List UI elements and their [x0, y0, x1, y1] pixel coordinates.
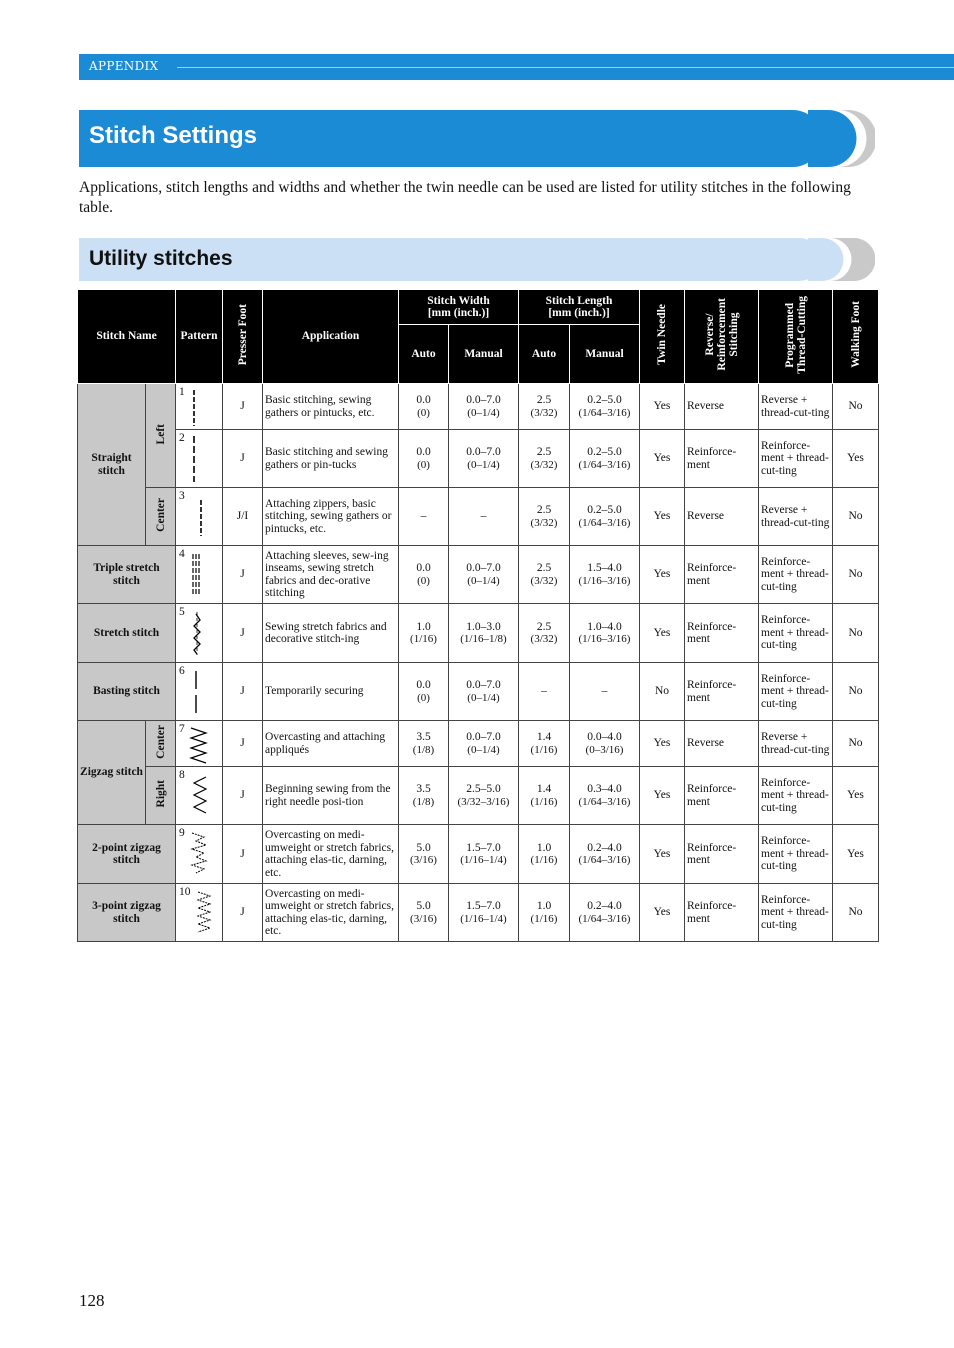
width-auto-inch: (0) — [417, 458, 430, 471]
page-number: 128 — [79, 1291, 105, 1310]
reverse-label-1: Reverse/ — [703, 313, 716, 356]
length-manual-inch: (1/64–3/16) — [578, 458, 631, 471]
pattern-cell: 7 — [176, 721, 223, 767]
group-triple-stretch: Triple stretch stitch — [78, 546, 176, 604]
reverse-value: Reinforce-ment — [685, 430, 759, 488]
pattern-cell: 1 — [176, 384, 223, 430]
presser-foot-value: J — [223, 884, 263, 942]
stretch-stitch-icon — [186, 608, 216, 658]
length-manual-inch: (1/64–3/16) — [578, 406, 631, 419]
two-point-zigzag-icon — [186, 829, 216, 879]
group-2-point-zigzag: 2-point zigzag stitch — [78, 825, 176, 884]
twin-needle-value: Yes — [640, 384, 685, 430]
table-row — [78, 604, 879, 663]
length-auto: 2.5 — [536, 446, 552, 458]
length-manual-inch: (1/64–3/16) — [578, 516, 631, 529]
twin-needle-value: Yes — [640, 604, 685, 663]
length-manual: 0.3–4.0 — [587, 783, 622, 795]
table-row — [78, 884, 879, 942]
length-auto: – — [541, 685, 547, 698]
width-manual-inch: (0–1/4) — [467, 406, 500, 419]
length-auto: 2.5 — [536, 504, 552, 516]
straight-stitch-left-icon — [186, 388, 216, 428]
width-auto: 0.0 — [416, 679, 431, 691]
walking-foot-label: Walking Foot — [849, 301, 862, 369]
width-manual: 1.5–7.0 — [466, 841, 501, 854]
length-auto-inch: (3/32) — [530, 458, 558, 471]
presser-foot-value: J — [223, 604, 263, 663]
walking-foot-value: No — [833, 384, 879, 430]
title-banner — [79, 110, 821, 167]
presser-foot-value: J — [223, 430, 263, 488]
stitch-width-unit: [mm (inch.)] — [427, 307, 490, 319]
length-manual: 0.2–5.0 — [587, 394, 622, 406]
reverse-value: Reinforce-ment — [685, 604, 759, 663]
width-manual: 0.0–7.0 — [466, 679, 501, 691]
length-manual-inch: (1/16–3/16) — [578, 633, 631, 645]
subtitle-banner-tail-icon — [808, 238, 875, 281]
pattern-cell: 6 — [176, 663, 223, 721]
length-manual-inch: (1/64–3/16) — [578, 912, 631, 925]
straight-stitch-center-icon — [186, 492, 216, 542]
length-manual: 0.2–5.0 — [587, 504, 622, 516]
application-text: Beginning sewing from the right needle posi-tion — [263, 767, 399, 825]
table-row — [78, 767, 879, 825]
group-stretch-stitch: Stretch stitch — [78, 604, 176, 663]
header-stitch-length — [519, 290, 640, 325]
programmed-cut-value: Reinforce-ment + thread-cut-ting — [759, 663, 833, 721]
reverse-label-2: Reinforcement — [715, 298, 728, 372]
section-subtitle: Utility stitches — [89, 247, 233, 270]
length-auto: 2.5 — [536, 620, 552, 633]
pattern-cell: 5 — [176, 604, 223, 663]
application-text: Sewing stretch fabrics and decorative stitch-ing — [263, 604, 399, 663]
pattern-cell: 3 — [176, 488, 223, 546]
walking-foot-value: No — [833, 604, 879, 663]
header-twin-needle — [640, 290, 685, 384]
group-3-point-zigzag: 3-point zigzag stitch — [78, 884, 176, 942]
walking-foot-value: Yes — [833, 767, 879, 825]
width-auto: 0.0 — [416, 394, 431, 406]
twin-needle-label: Twin Needle — [656, 304, 668, 366]
width-manual: 2.5–5.0 — [466, 783, 501, 795]
length-auto-inch: (1/16) — [530, 795, 558, 808]
group-zigzag-stitch: Zigzag stitch — [78, 721, 146, 825]
width-auto-inch: (3/16) — [410, 854, 437, 866]
length-auto-inch: (3/32) — [530, 633, 558, 645]
header-length-manual: Manual — [570, 325, 640, 384]
straight-stitch-left-long-icon — [186, 434, 216, 484]
width-auto: 5.0 — [416, 841, 431, 854]
application-text: Temporarily securing — [263, 663, 399, 721]
walking-foot-value: No — [833, 884, 879, 942]
table-row — [78, 384, 879, 430]
programmed-cut-value: Reverse + thread-cut-ting — [759, 721, 833, 767]
length-manual: 1.5–4.0 — [587, 562, 622, 574]
width-manual-inch: (1/16–1/4) — [460, 854, 507, 866]
length-auto: 1.4 — [536, 783, 552, 795]
length-auto: 2.5 — [536, 394, 552, 406]
width-auto-inch: (1/8) — [412, 743, 435, 756]
stitch-length-unit: [mm (inch.)] — [548, 307, 610, 319]
twin-needle-value: Yes — [640, 430, 685, 488]
table-row — [78, 488, 879, 546]
header-rule — [177, 67, 954, 68]
header-width-manual: Manual — [449, 325, 519, 384]
header-walking-foot — [833, 290, 879, 384]
width-manual-inch: (1/16–1/8) — [460, 633, 507, 645]
application-text: Basic stitching, sewing gathers or pintucks, etc. — [263, 384, 399, 430]
width-manual-inch: (3/32–3/16) — [457, 795, 510, 808]
table-row — [78, 663, 879, 721]
twin-needle-value: Yes — [640, 546, 685, 604]
reverse-value: Reinforce-ment — [685, 546, 759, 604]
width-manual: 0.0–7.0 — [466, 731, 501, 743]
width-manual-inch: (0–1/4) — [467, 743, 500, 756]
header-application: Application — [263, 290, 399, 384]
width-auto: 0.0 — [416, 446, 431, 458]
reverse-value: Reverse — [685, 384, 759, 430]
width-auto-inch: (0) — [417, 574, 430, 587]
length-manual: 0.2–5.0 — [587, 446, 622, 458]
width-manual-inch: (0–1/4) — [467, 574, 500, 587]
stitch-settings-table — [77, 289, 879, 942]
length-manual: 0.2–4.0 — [587, 841, 622, 854]
prog-label-2: Thread-Cutting — [795, 295, 808, 374]
group-basting-stitch: Basting stitch — [78, 663, 176, 721]
width-auto-inch: (1/16) — [410, 633, 437, 645]
programmed-cut-value: Reinforce-ment + thread-cut-ting — [759, 767, 833, 825]
reverse-value: Reinforce-ment — [685, 825, 759, 884]
length-auto-inch: (3/32) — [530, 516, 558, 529]
application-text: Basic stitching and sewing gathers or pin-tucks — [263, 430, 399, 488]
subtitle-banner — [79, 238, 821, 281]
position-right: Right — [146, 767, 176, 825]
width-auto: 0.0 — [416, 562, 431, 574]
position-left: Left — [146, 384, 176, 488]
length-manual: – — [601, 685, 608, 698]
length-manual: 0.2–4.0 — [587, 900, 622, 912]
width-manual: 1.0–3.0 — [466, 620, 501, 633]
width-auto: 3.5 — [416, 783, 431, 795]
programmed-cut-value: Reverse + thread-cut-ting — [759, 384, 833, 430]
reverse-value: Reverse — [685, 488, 759, 546]
presser-foot-value: J — [223, 546, 263, 604]
width-auto: 3.5 — [416, 731, 431, 743]
pattern-cell: 4 — [176, 546, 223, 604]
application-text: Attaching sleeves, sew-ing inseams, sewing stretch fabrics and dec-orative stitching — [263, 546, 399, 604]
intro-paragraph: Applications, stitch lengths and widths and whether the twin needle can be used are listed for utility stitches in the following table. — [79, 179, 851, 216]
presser-foot-value: J — [223, 825, 263, 884]
table-row — [78, 546, 879, 604]
length-auto-inch: (1/16) — [530, 854, 558, 866]
header-reverse-reinforcement — [685, 290, 759, 384]
reverse-label-3: Stitching — [727, 312, 740, 357]
table-row — [78, 825, 879, 884]
presser-foot-value: J — [223, 663, 263, 721]
header-length-auto: Auto — [519, 325, 570, 384]
twin-needle-value: Yes — [640, 767, 685, 825]
reverse-value: Reinforce-ment — [685, 767, 759, 825]
header-stitch-name: Stitch Name — [78, 290, 176, 384]
header-presser-foot — [223, 290, 263, 384]
basting-stitch-icon — [186, 667, 216, 717]
length-manual-inch: (1/64–3/16) — [578, 854, 631, 866]
walking-foot-value: Yes — [833, 825, 879, 884]
width-auto-inch: (1/8) — [412, 795, 435, 808]
triple-stretch-icon — [186, 550, 216, 600]
twin-needle-value: Yes — [640, 488, 685, 546]
presser-foot-value: J — [223, 767, 263, 825]
length-manual: 1.0–4.0 — [587, 620, 622, 633]
application-text: Overcasting and attaching appliqués — [263, 721, 399, 767]
prog-label-1: Programmed — [783, 302, 796, 368]
pattern-cell: 10 — [176, 884, 223, 942]
walking-foot-value: Yes — [833, 430, 879, 488]
reverse-value: Reinforce-ment — [685, 663, 759, 721]
length-manual-inch: (0–3/16) — [585, 743, 624, 756]
stitch-width-label: Stitch Width — [427, 294, 490, 307]
length-manual-inch: (1/16–3/16) — [578, 574, 631, 587]
length-auto-inch: (1/16) — [530, 743, 558, 756]
presser-foot-label: Presser Foot — [236, 304, 249, 366]
width-auto: 1.0 — [416, 620, 431, 633]
header-stitch-width — [399, 290, 519, 325]
width-manual-inch: (0–1/4) — [467, 691, 500, 704]
stitch-length-label: Stitch Length — [545, 294, 613, 307]
length-auto-inch: (1/16) — [530, 912, 558, 925]
title-banner-tail-icon — [808, 110, 875, 167]
application-text: Overcasting on medi-umweight or stretch fabrics, attaching elas-tic, darning, etc. — [263, 884, 399, 942]
programmed-cut-value: Reinforce-ment + thread-cut-ting — [759, 546, 833, 604]
presser-foot-value: J — [223, 384, 263, 430]
presser-foot-value: J — [223, 721, 263, 767]
pattern-cell: 2 — [176, 430, 223, 488]
position-center: Center — [146, 488, 176, 546]
programmed-cut-value: Reverse + thread-cut-ting — [759, 488, 833, 546]
header-pattern: Pattern — [176, 290, 223, 384]
twin-needle-value: Yes — [640, 721, 685, 767]
page-title: Stitch Settings — [89, 122, 258, 149]
reverse-value: Reverse — [685, 721, 759, 767]
length-auto: 2.5 — [536, 562, 552, 574]
zigzag-right-icon — [186, 771, 216, 821]
programmed-cut-value: Reinforce-ment + thread-cut-ting — [759, 825, 833, 884]
walking-foot-value: No — [833, 488, 879, 546]
length-auto-inch: (3/32) — [530, 574, 558, 587]
twin-needle-value: Yes — [640, 884, 685, 942]
width-auto: – — [420, 510, 427, 523]
pattern-cell: 9 — [176, 825, 223, 884]
width-manual: 0.0–7.0 — [466, 562, 501, 574]
twin-needle-value: Yes — [640, 825, 685, 884]
width-manual: 0.0–7.0 — [466, 446, 501, 458]
header-programmed-thread-cutting — [759, 290, 833, 384]
reverse-value: Reinforce-ment — [685, 884, 759, 942]
length-manual: 0.0–4.0 — [587, 731, 622, 743]
length-auto-inch: (3/32) — [530, 406, 558, 419]
walking-foot-value: No — [833, 546, 879, 604]
programmed-cut-value: Reinforce-ment + thread-cut-ting — [759, 604, 833, 663]
width-auto-inch: (0) — [417, 691, 430, 704]
twin-needle-value: No — [640, 663, 685, 721]
walking-foot-value: No — [833, 721, 879, 767]
application-text: Overcasting on medi-umweight or stretch fabrics, attaching elas-tic, darning, etc. — [263, 825, 399, 884]
group-straight-stitch: Straight stitch — [78, 384, 146, 546]
width-auto-inch: (3/16) — [410, 912, 437, 925]
width-auto: 5.0 — [416, 900, 431, 912]
length-auto: 1.0 — [536, 900, 552, 912]
length-manual-inch: (1/64–3/16) — [578, 795, 631, 808]
appendix-header-bar — [79, 54, 954, 80]
width-manual-inch: (0–1/4) — [467, 458, 500, 471]
three-point-zigzag-icon — [186, 888, 216, 938]
programmed-cut-value: Reinforce-ment + thread-cut-ting — [759, 884, 833, 942]
position-center: Center — [146, 721, 176, 767]
header-width-auto: Auto — [399, 325, 449, 384]
presser-foot-value: J/I — [223, 488, 263, 546]
width-manual: 1.5–7.0 — [466, 900, 501, 912]
width-manual: – — [480, 510, 487, 523]
length-auto: 1.4 — [536, 731, 552, 743]
walking-foot-value: No — [833, 663, 879, 721]
section-label: APPENDIX — [89, 59, 159, 73]
table-row — [78, 430, 879, 488]
programmed-cut-value: Reinforce-ment + thread-cut-ting — [759, 430, 833, 488]
width-manual-inch: (1/16–1/4) — [460, 912, 507, 925]
application-text: Attaching zippers, basic stitching, sewing gathers or pintucks, etc. — [263, 488, 399, 546]
width-manual: 0.0–7.0 — [466, 394, 501, 406]
table-row — [78, 721, 879, 767]
length-auto: 1.0 — [536, 841, 552, 854]
width-auto-inch: (0) — [417, 406, 430, 419]
pattern-cell: 8 — [176, 767, 223, 825]
zigzag-center-icon — [186, 725, 216, 765]
